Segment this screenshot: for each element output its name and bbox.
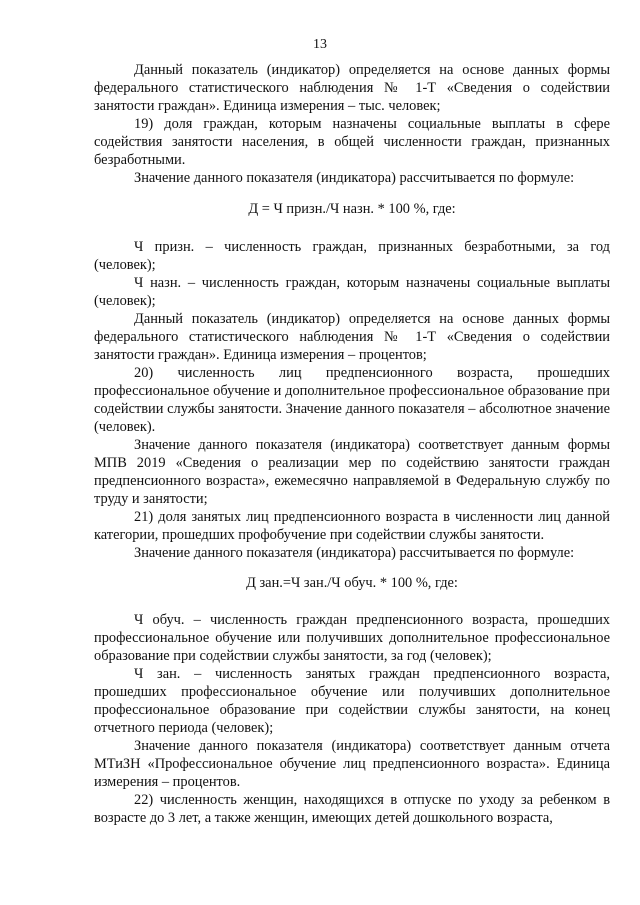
paragraph-item-22: 22) численность женщин, находящихся в отпуске по уходу за ребенком в возрасте до 3 лет, а также женщин, имеющих детей дошкольного возраста, [94, 792, 610, 826]
paragraph-item-20: 20) численность лиц предпенсионного возраста, прошедших профессиональное обучение и дополнительное профессиональное образование при содействии службы занятости. Значение данного показателя – абсолютное значение (человек). [94, 365, 610, 435]
paragraph-mtizn-report: Значение данного показателя (индикатора) соответствует данным отчета МТиЗН «Профессиональное обучение лиц предпенсионного возраста». Единица измерения – процентов. [94, 738, 610, 790]
page-number: 13 [313, 37, 327, 52]
paragraph-item-21: 21) доля занятых лиц предпенсионного возраста в численности лиц данной категории, прошедших профобучение при содействии службы занятости. [94, 509, 610, 543]
paragraph-item-19: 19) доля граждан, которым назначены социальные выплаты в сфере содействия занятости населения, в общей численности граждан, признанных безработными. [94, 116, 610, 168]
paragraph-indicator-source-percent: Данный показатель (индикатор) определяется на основе данных формы федерального статистического наблюдения № 1-Т «Сведения о содействии занятости граждан». Единица измерения – процентов; [94, 311, 610, 363]
document-body [94, 61, 610, 827]
formula-share-employed: Д зан.=Ч зан./Ч обуч. * 100 %, где: [246, 575, 458, 591]
definition-ch-obuch: Ч обуч. – численность граждан предпенсионного возраста, прошедших профессиональное обучение или получивших дополнительное профессиональное образование при содействии службы занятости, за год (человек); [94, 612, 610, 664]
paragraph-formula-intro-2: Значение данного показателя (индикатора) рассчитывается по формуле: [134, 545, 575, 561]
paragraph-mpv-2019: Значение данного показателя (индикатора) соответствует данным формы МПВ 2019 «Сведения о реализации мер по содействию занятости граждан предпенсионного возраста», ежемесячно направляемой в Федеральную службу по труду и занятости; [94, 437, 610, 507]
definition-ch-nazn: Ч назн. – численность граждан, которым назначены социальные выплаты (человек); [94, 275, 610, 309]
definition-ch-zan: Ч зан. – численность занятых граждан предпенсионного возраста, прошедших профессиональное обучение или получивших дополнительное профессиональное образование при содействии службы занятости, на конец отчетного периода (человек); [94, 666, 610, 736]
paragraph-formula-intro: Значение данного показателя (индикатора) рассчитывается по формуле: [134, 170, 575, 186]
definition-ch-prizn: Ч призн. – численность граждан, признанных безработными, за год (человек); [94, 239, 610, 273]
paragraph-indicator-source-form-1t: Данный показатель (индикатор) определяется на основе данных формы федерального статистического наблюдения № 1-Т «Сведения о содействии занятости граждан». Единица измерения – тыс. человек; [94, 62, 610, 114]
formula-share-social-payments: Д = Ч призн./Ч назн. * 100 %, где: [248, 201, 456, 217]
